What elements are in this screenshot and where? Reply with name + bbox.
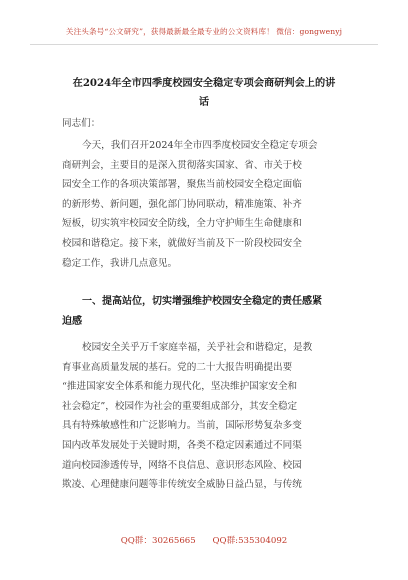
heading-line-2: 迫感 — [62, 315, 82, 327]
title-line-1: 在2024年全市四季度校园安全稳定专项会商研判会上的讲 — [72, 77, 336, 89]
title-line-2: 话 — [198, 96, 210, 108]
salutation: 同志们： — [62, 118, 101, 129]
paragraph-line: 校园安全关乎万千家庭幸福，关乎社会和谐稳定，是教 — [82, 342, 313, 353]
paragraph-line: 校园和谐稳定。接下来，就做好当前及下一阶段校园安全 — [62, 237, 302, 249]
paragraph-line: 欺凌、心理健康问题等非传统安全威胁日益凸显，与传统 — [62, 479, 302, 491]
paragraph-line: 的新形势、新问题，强化部门协同联动，精准施策、补齐 — [62, 198, 302, 210]
footer-qq-group-1: QQ群：30265665 — [120, 536, 196, 546]
body-paragraph — [62, 338, 352, 495]
intro-paragraph — [62, 136, 352, 273]
paragraph-line: 商研判会，主要目的是深入贯彻落实国家、省、市关于校 — [62, 159, 302, 171]
header-banner: 关注头条号“公文研究”，获得最新最全最专业的公文资料库！ 微信：gongwenyj — [65, 27, 343, 36]
header-divider — [30, 44, 378, 45]
paragraph-line: 稳定工作，我讲几点意见。 — [62, 257, 178, 269]
paragraph-line: 社会稳定”，校园作为社会的重要组成部分，其安全稳定 — [62, 400, 298, 412]
paragraph-line: 国内改革发展处于关键时期，各类不稳定因素通过不同渠 — [62, 439, 302, 451]
heading-line-1: 一、提高站位，切实增强维护校园安全稳定的责任感紧 — [82, 296, 322, 307]
document-title — [55, 74, 353, 112]
footer-contacts — [0, 534, 408, 546]
paragraph-line: 今天，我们召开2024年全市四季度校园安全稳定专项会 — [82, 140, 318, 151]
footer-qq-group-2: QQ群:535304092 — [212, 536, 288, 546]
paragraph-line: 育事业高质量发展的基石。党的二十大报告明确提出要 — [62, 361, 293, 373]
paragraph-line: 具有特殊敏感性和广泛影响力。当前，国际形势复杂多变 — [62, 420, 302, 432]
paragraph-line: 短板，切实筑牢校园安全防线，全力守护师生生命健康和 — [62, 218, 302, 230]
paragraph-line: 道向校园渗透传导，网络不良信息、意识形态风险、校园 — [62, 459, 302, 471]
paragraph-line: “推进国家安全体系和能力现代化，坚决维护国家安全和 — [62, 381, 298, 393]
paragraph-line: 园安全工作的各项决策部署，聚焦当前校园安全稳定面临 — [62, 179, 302, 191]
section-heading — [62, 292, 352, 331]
